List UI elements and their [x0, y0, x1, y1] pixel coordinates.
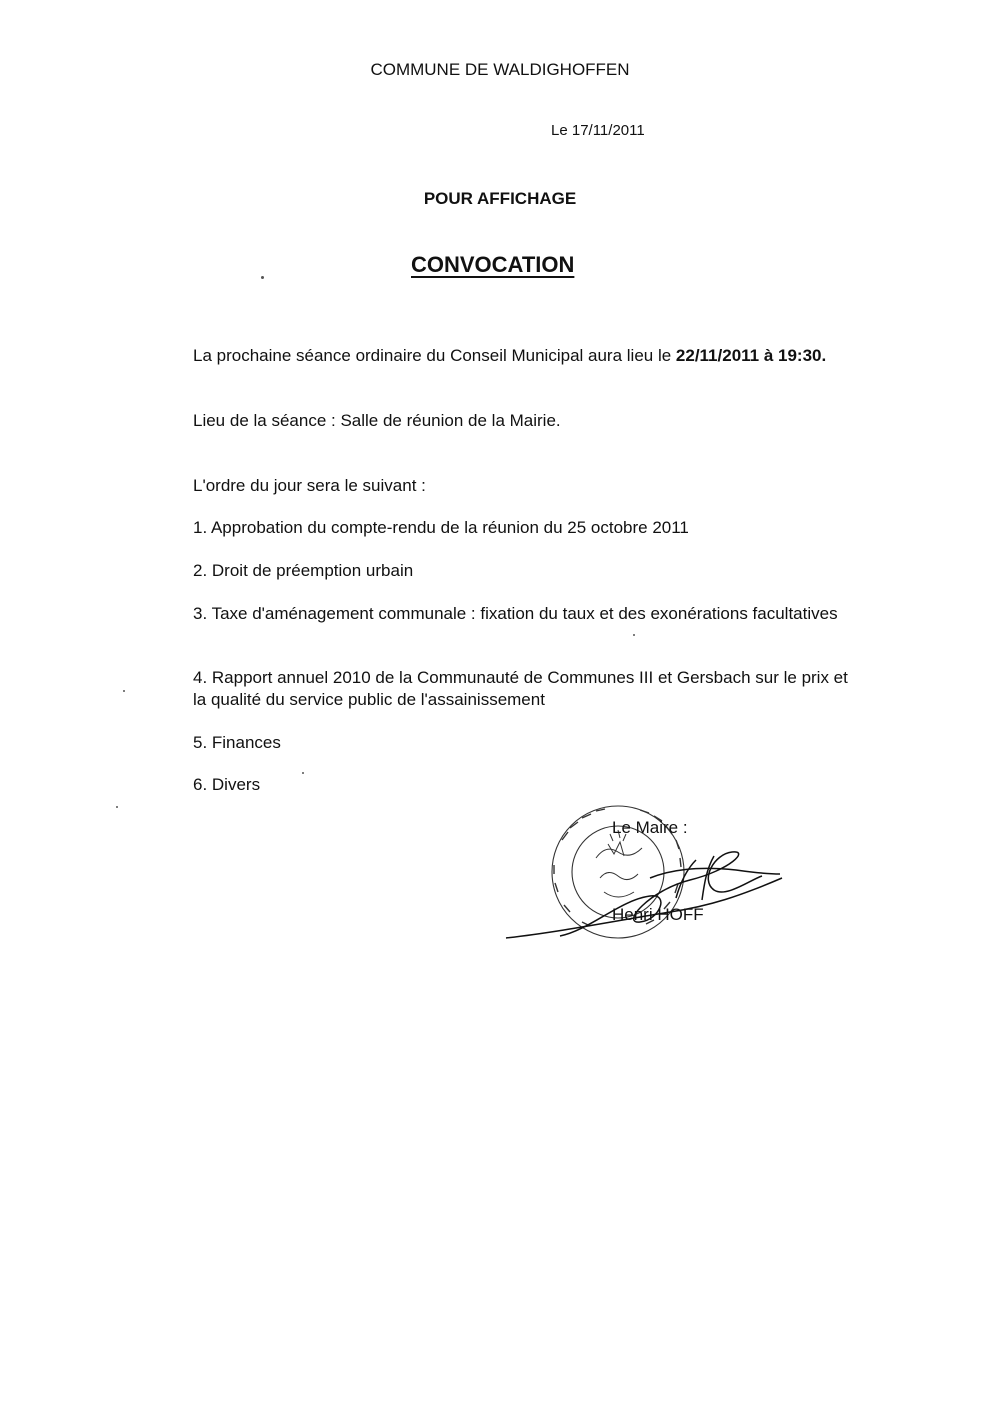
meeting-location: Lieu de la séance : Salle de réunion de la Mairie.: [193, 411, 561, 430]
signatory-name: Henri HOFF: [612, 905, 704, 924]
meeting-announcement-text: La prochaine séance ordinaire du Conseil Municipal aura lieu le: [193, 346, 676, 365]
posting-notice: POUR AFFICHAGE: [423, 189, 577, 208]
agenda-item: 3. Taxe d'aménagement communale : fixation du taux et des exonérations facultatives: [193, 604, 838, 623]
scan-speck: [633, 634, 635, 636]
agenda-item: 2. Droit de préemption urbain: [193, 561, 414, 580]
handwritten-signature: [506, 852, 782, 938]
scan-speck: [116, 806, 118, 808]
agenda-item: 4. Rapport annuel 2010 de la Communauté de Communes III et Gersbach sur le prix et la qualité du service public de l'assainissement: [193, 668, 848, 709]
meeting-datetime: 22/11/2011 à 19:30.: [675, 346, 827, 365]
scan-speck: [123, 690, 125, 692]
agenda-item: 5. Finances: [193, 733, 281, 752]
scan-speck: [302, 772, 304, 774]
document-date: Le 17/11/2011: [551, 122, 645, 139]
agenda-intro: L'ordre du jour sera le suivant :: [193, 476, 426, 495]
page-title: CONVOCATION: [411, 252, 575, 277]
meeting-announcement: [193, 345, 853, 367]
commune-name: COMMUNE DE WALDIGHOFFEN: [370, 60, 630, 79]
signatory-role: Le Maire :: [612, 818, 688, 837]
scan-speck: [261, 276, 264, 279]
agenda-item: 6. Divers: [193, 775, 261, 794]
agenda-item: 1. Approbation du compte-rendu de la réunion du 25 octobre 2011: [193, 518, 689, 537]
